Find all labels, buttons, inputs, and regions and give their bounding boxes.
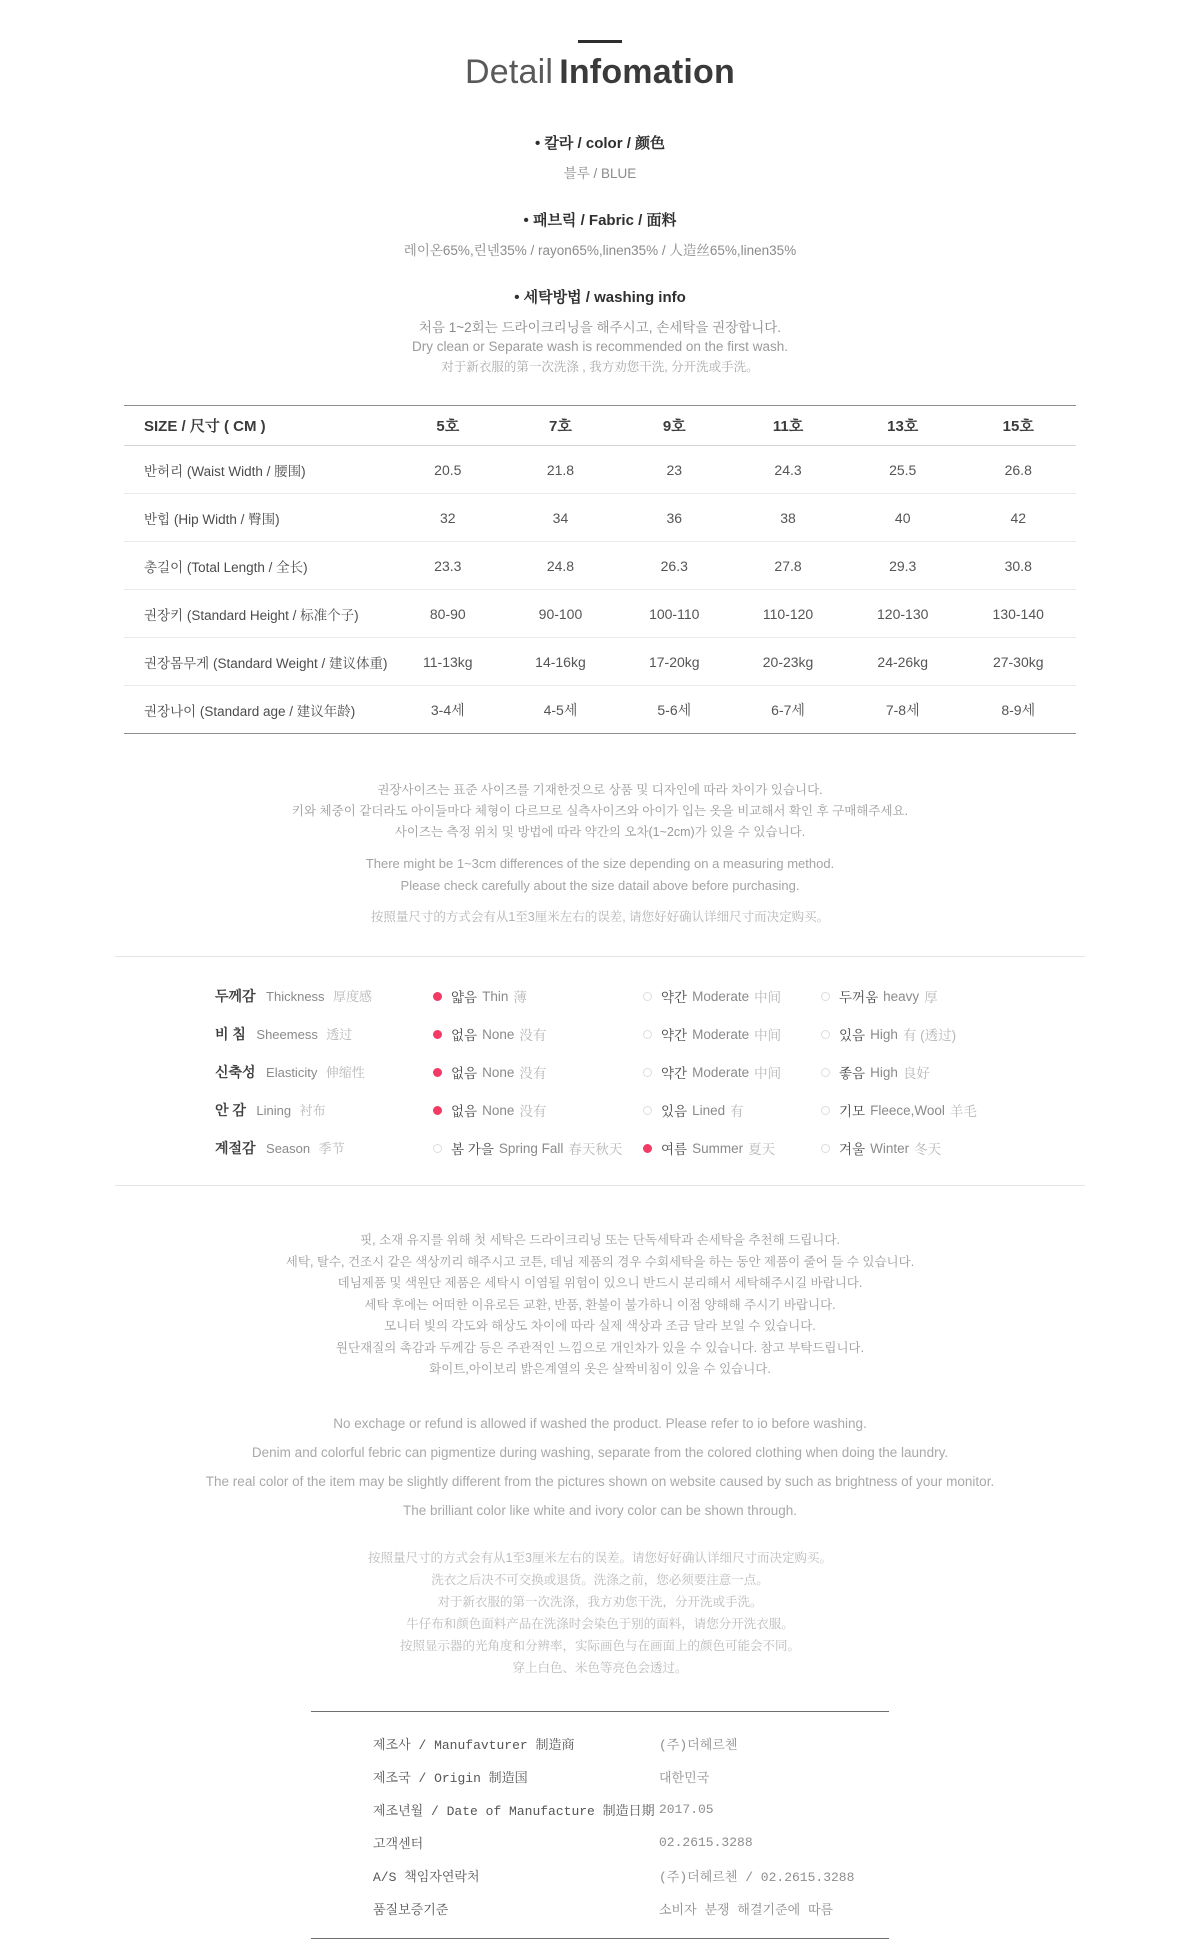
- size-col-header: 9호: [617, 406, 731, 446]
- care-note-line: The real color of the item may be slightly different from the pictures shown on website caused by such as brightness of your monitor.: [205, 1473, 995, 1489]
- cell: 120-130: [845, 590, 961, 638]
- attribute-label-ko: 신축성: [215, 1064, 256, 1080]
- attribute-option: [643, 1138, 821, 1158]
- attribute-label: [215, 1024, 433, 1044]
- cell: 21.8: [504, 446, 618, 494]
- option-text-en: Moderate: [692, 1064, 750, 1080]
- size-table-header-row: [124, 406, 1076, 446]
- cell: 6-7세: [771, 701, 805, 718]
- attribute-label-en: Lining: [256, 1103, 292, 1118]
- care-note-line: 핏, 소재 유지를 위해 첫 세탁은 드라이크리닝 또는 단독세탁과 손세탁을 추천해 드립니다.: [360, 1233, 840, 1247]
- size-note-line: 권장사이즈는 표준 사이즈를 기재한것으로 상품 및 디자인에 따라 차이가 있습니다.: [377, 783, 823, 797]
- attribute-option: [821, 1024, 1085, 1044]
- size-col-header: 11호: [731, 406, 845, 446]
- option-text-ko: 겨울: [839, 1142, 866, 1157]
- cell: 24-26kg: [845, 638, 961, 686]
- cell: 80-90: [392, 590, 504, 638]
- size-note-line: 按照量尺寸的方式会有从1至3厘米左右的误差, 请您好好确认详细尺寸而决定购买。: [370, 910, 830, 924]
- care-note-line: 按照显示器的光角度和分辨率，实际画色与在画面上的颜色可能会不同。: [399, 1638, 800, 1653]
- cell: 26.3: [617, 542, 731, 590]
- option-text-en: Moderate: [692, 1026, 750, 1042]
- color-heading: • 칼라 / color / 颜色: [534, 135, 666, 152]
- size-col-header: 5호: [392, 406, 504, 446]
- attribute-label-zh: 透过: [326, 1027, 353, 1042]
- attribute-label: [215, 1062, 433, 1082]
- cell: 7-8세: [885, 701, 920, 718]
- size-note-line: 키와 체중이 같더라도 아이들마다 체형이 다르므로 실측사이즈와 아이가 입는 옷을 비교해서 확인 후 구매해주세요.: [291, 804, 909, 818]
- attribute-label: [215, 986, 433, 1006]
- product-detail-page: [0, 40, 1200, 1948]
- option-text-zh: 中间: [754, 990, 782, 1005]
- radio-icon: [433, 1106, 442, 1115]
- option-text-ko: 있음: [839, 1028, 866, 1043]
- option-text-ko: 봄 가을: [451, 1142, 494, 1157]
- option-text-zh: 薄: [513, 990, 527, 1005]
- option-text-ko: 좋음: [839, 1066, 866, 1081]
- size-table-header-label: SIZE / 尺寸 ( CM ): [124, 406, 392, 446]
- option-text-en: Lined: [692, 1102, 726, 1118]
- fabric-heading: • 패브릭 / Fabric / 面料: [523, 212, 677, 229]
- cell: 23: [617, 446, 731, 494]
- customer-center-label: 고객센터: [373, 1836, 424, 1852]
- option-text-zh: 夏天: [748, 1142, 776, 1157]
- care-note-line: 对于新衣服的第一次洗涤，我方劝您干洗，分开洗或手洗。: [437, 1594, 763, 1609]
- option-text-ko: 두꺼움: [839, 990, 879, 1005]
- attribute-option: [433, 1100, 643, 1120]
- option-text-ko: 약간: [661, 1028, 688, 1043]
- radio-icon: [433, 1030, 442, 1039]
- attribute-row-elasticity: [115, 1053, 1085, 1091]
- radio-icon: [643, 1030, 652, 1039]
- radio-icon: [433, 1068, 442, 1077]
- care-notes-english: [0, 1409, 1200, 1525]
- option-text-zh: 春天秋天: [568, 1142, 623, 1157]
- attribute-option: [643, 1100, 821, 1120]
- option-text-en: Moderate: [692, 988, 750, 1004]
- cell: 29.3: [845, 542, 961, 590]
- title-divider: [578, 40, 622, 43]
- attribute-row-sheerness: [115, 1015, 1085, 1053]
- radio-icon: [821, 992, 830, 1001]
- care-note-line: The brilliant color like white and ivory color can be shown through.: [403, 1502, 797, 1518]
- cell: 30.8: [960, 542, 1076, 590]
- cell: 26.8: [960, 446, 1076, 494]
- option-text-ko: 약간: [661, 990, 688, 1005]
- option-text-ko: 있음: [661, 1104, 688, 1119]
- cell: 4-5세: [543, 701, 578, 718]
- option-text-en: Winter: [870, 1140, 910, 1156]
- option-text-zh: 中间: [754, 1066, 782, 1081]
- origin-value: 대한민국: [659, 1770, 710, 1786]
- option-text-zh: 厚: [924, 990, 938, 1005]
- attribute-option: [643, 1062, 821, 1082]
- attribute-label-en: Sheemess: [256, 1027, 318, 1042]
- cell: 5-6세: [657, 701, 692, 718]
- radio-icon: [643, 992, 652, 1001]
- attribute-label-ko: 안 감: [215, 1102, 246, 1118]
- attribute-label-zh: 衬布: [299, 1103, 326, 1118]
- radio-icon: [821, 1144, 830, 1153]
- cell: 110-120: [731, 590, 845, 638]
- attribute-option: [433, 1138, 643, 1158]
- option-text-en: Fleece,Wool: [870, 1102, 945, 1118]
- care-note-line: 원단재질의 촉감과 두께감 등은 주관적인 느낌으로 개인차가 있을 수 있습니다. 참고 부탁드립니다.: [335, 1340, 865, 1355]
- table-row-standard-height: [124, 590, 1076, 638]
- option-text-zh: 冬天: [914, 1142, 942, 1157]
- washing-heading: • 세탁방법 / washing info: [514, 289, 686, 306]
- care-note-line: 화이트,아이보리 밝은계열의 옷은 살짝비침이 있을 수 있습니다.: [429, 1362, 771, 1376]
- row-label: 반힙 (Hip Width / 臀围): [124, 494, 392, 542]
- manufacture-date-row: [311, 1793, 889, 1826]
- care-note-line: 세탁, 탈수, 건조시 같은 색상끼리 해주시고 코튼, 데님 제품의 경우 수회세탁을 하는 동안 제품이 줄어 들 수 있습니다.: [285, 1254, 915, 1269]
- care-note-line: 세탁 후에는 어떠한 이유로든 교환, 반품, 환불이 불가하니 이점 양해해 주시기 바랍니다.: [364, 1297, 836, 1312]
- attribute-option: [433, 1062, 643, 1082]
- color-value: 블루 / BLUE: [563, 166, 637, 181]
- option-text-ko: 얇음: [451, 990, 478, 1005]
- option-text-zh: 没有: [519, 1028, 547, 1043]
- size-note-line: 사이즈는 측정 위치 및 방법에 따라 약간의 오차(1~2cm)가 있을 수 있습니다.: [394, 825, 806, 839]
- customer-center-row: [311, 1826, 889, 1859]
- table-row-total-length: [124, 542, 1076, 590]
- cell: 34: [504, 494, 618, 542]
- attribute-option: [433, 986, 643, 1006]
- size-note-line: There might be 1~3cm differences of the size depending on a measuring method.: [365, 856, 835, 871]
- radio-icon: [821, 1068, 830, 1077]
- row-label: 권장나이 (Standard age / 建议年龄): [144, 703, 356, 719]
- attribute-label-zh: 伸缩性: [325, 1065, 365, 1080]
- option-text-en: heavy: [883, 988, 920, 1004]
- origin-label: 제조국 / Origin 制造国: [373, 1770, 528, 1786]
- care-notes-chinese: [0, 1547, 1200, 1679]
- attribute-label-en: Season: [266, 1141, 311, 1156]
- size-col-header: 13호: [845, 406, 961, 446]
- attribute-option: [821, 1100, 1085, 1120]
- care-note-line: 牛仔布和颜色面料产品在洗涤时会染色于别的面料，请您分开洗衣服。: [406, 1616, 794, 1631]
- care-notes-korean: [0, 1230, 1200, 1381]
- cell: 40: [845, 494, 961, 542]
- care-note-line: 穿上白色、米色等亮色会透过。: [512, 1660, 688, 1675]
- option-text-ko: 없음: [451, 1028, 478, 1043]
- manufacturer-row: [311, 1727, 889, 1760]
- cell: 100-110: [617, 590, 731, 638]
- warranty-label: 품질보증기준: [373, 1902, 449, 1918]
- cell: 20-23kg: [731, 638, 845, 686]
- fabric-value: 레이온65%,린넨35% / rayon65%,linen35% / 人造丝65%,linen35%: [403, 243, 797, 258]
- care-note-line: No exchage or refund is allowed if washed the product. Please refer to io before washing.: [333, 1415, 867, 1431]
- attribute-label-ko: 계절감: [215, 1140, 256, 1156]
- table-row-standard-age: [124, 686, 1076, 734]
- cell: 36: [617, 494, 731, 542]
- option-text-en: High: [870, 1026, 898, 1042]
- page-title: [0, 53, 1200, 92]
- attribute-row-season: [115, 1129, 1085, 1167]
- size-col-header: 7호: [504, 406, 618, 446]
- attribute-label-en: Thickness: [266, 989, 325, 1004]
- as-contact-value: (주)더헤르첸 / 02.2615.3288: [659, 1869, 855, 1885]
- option-text-en: None: [482, 1026, 515, 1042]
- row-label: 권장몸무게 (Standard Weight / 建议体重): [124, 638, 392, 686]
- attribute-row-lining: [115, 1091, 1085, 1129]
- radio-icon: [433, 992, 442, 1001]
- product-info-section: [0, 132, 1200, 375]
- attribute-label-zh: 厚度感: [333, 989, 373, 1004]
- attribute-label: [215, 1138, 433, 1158]
- cell: 24.3: [731, 446, 845, 494]
- customer-center-value: 02.2615.3288: [659, 1834, 753, 1850]
- attribute-row-thickness: [115, 977, 1085, 1015]
- attribute-label-ko: 두께감: [215, 988, 256, 1004]
- cell: 14-16kg: [504, 638, 618, 686]
- care-note-line: Denim and colorful febric can pigmentize during washing, separate from the colored clothing when doing the laundry.: [251, 1444, 949, 1460]
- size-notes: [0, 780, 1200, 928]
- manufacturer-table: [311, 1711, 889, 1939]
- cell: 42: [960, 494, 1076, 542]
- radio-icon: [433, 1144, 442, 1153]
- option-text-zh: 没有: [519, 1104, 547, 1119]
- size-note-line: Please check carefully about the size datail above before purchasing.: [400, 878, 800, 893]
- option-text-ko: 없음: [451, 1104, 478, 1119]
- cell: 24.8: [504, 542, 618, 590]
- cell: 3-4세: [430, 701, 465, 718]
- attribute-option: [433, 1024, 643, 1044]
- washing-note-en: Dry clean or Separate wash is recommended on the first wash.: [412, 339, 788, 354]
- cell: 130-140: [960, 590, 1076, 638]
- option-text-zh: 有 (透过): [902, 1028, 957, 1043]
- cell: 38: [731, 494, 845, 542]
- as-contact-label: A/S 책임자연락처: [373, 1869, 480, 1885]
- row-label: 총길이 (Total Length / 全长): [124, 542, 392, 590]
- manufacturer-label: 제조사 / Manufavturer 制造商: [373, 1737, 575, 1753]
- warranty-row: [311, 1892, 889, 1925]
- washing-note-ko: 처음 1~2회는 드라이크리닝을 해주시고, 손세탁을 권장합니다.: [418, 320, 782, 335]
- attribute-label: [215, 1100, 433, 1120]
- attribute-option: [821, 1138, 1085, 1158]
- page-title-light: Detail: [465, 53, 554, 91]
- cell: 8-9세: [1001, 701, 1036, 718]
- option-text-en: Summer: [692, 1140, 744, 1156]
- fabric-attributes: [115, 956, 1085, 1186]
- option-text-zh: 有: [730, 1104, 744, 1119]
- as-contact-row: [311, 1859, 889, 1892]
- table-row-waist: [124, 446, 1076, 494]
- care-note-line: 按照量尺寸的方式会有从1至3厘米左右的误差。请您好好确认详细尺寸而决定购买。: [368, 1550, 832, 1565]
- cell: 17-20kg: [617, 638, 731, 686]
- cell: 27.8: [731, 542, 845, 590]
- row-label: 반허리 (Waist Width / 腰围): [124, 446, 392, 494]
- option-text-en: None: [482, 1064, 515, 1080]
- radio-icon: [643, 1068, 652, 1077]
- cell: 90-100: [504, 590, 618, 638]
- cell: 20.5: [392, 446, 504, 494]
- option-text-zh: 羊毛: [949, 1104, 977, 1119]
- radio-icon: [821, 1030, 830, 1039]
- option-text-zh: 没有: [519, 1066, 547, 1081]
- manufacture-date-label: 제조년월 / Date of Manufacture 制造日期: [373, 1803, 655, 1819]
- attribute-option: [643, 1024, 821, 1044]
- row-label: 권장키 (Standard Height / 标准个子): [124, 590, 392, 638]
- attribute-label-zh: 季节: [318, 1141, 345, 1156]
- option-text-en: High: [870, 1064, 898, 1080]
- option-text-ko: 약간: [661, 1066, 688, 1081]
- attribute-option: [643, 986, 821, 1006]
- manufacture-date-value: 2017.05: [659, 1801, 714, 1817]
- page-title-bold: Infomation: [559, 53, 735, 91]
- table-row-hip: [124, 494, 1076, 542]
- cell: 25.5: [845, 446, 961, 494]
- origin-row: [311, 1760, 889, 1793]
- care-note-line: 모니터 빛의 각도와 해상도 차이에 따라 실제 색상과 조금 달라 보일 수 있습니다.: [384, 1319, 816, 1333]
- care-note-line: 洗衣之后决不可交换或退货。洗涤之前，您必须要注意一点。: [431, 1572, 769, 1587]
- attribute-option: [821, 986, 1085, 1006]
- option-text-zh: 中间: [754, 1028, 782, 1043]
- cell: 11-13kg: [392, 638, 504, 686]
- attribute-label-ko: 비 침: [215, 1026, 246, 1042]
- radio-icon: [821, 1106, 830, 1115]
- option-text-ko: 기모: [839, 1104, 866, 1119]
- option-text-en: Thin: [482, 988, 509, 1004]
- radio-icon: [643, 1106, 652, 1115]
- manufacturer-value: (주)더헤르첸: [659, 1737, 738, 1753]
- size-col-header: 15호: [960, 406, 1076, 446]
- option-text-en: Spring Fall: [498, 1140, 564, 1156]
- warranty-value: 소비자 분쟁 해결기준에 따름: [659, 1902, 834, 1918]
- cell: 27-30kg: [960, 638, 1076, 686]
- cell: 23.3: [392, 542, 504, 590]
- attribute-label-en: Elasticity: [266, 1065, 318, 1080]
- washing-note-zh: 对于新衣服的第一次洗涤 , 我方劝您干洗, 分开洗或手洗。: [441, 360, 759, 374]
- option-text-ko: 여름: [661, 1142, 688, 1157]
- option-text-ko: 없음: [451, 1066, 478, 1081]
- cell: 32: [392, 494, 504, 542]
- care-note-line: 데님제품 및 색원단 제품은 세탁시 이염될 위험이 있으니 반드시 분리해서 세탁해주시길 바랍니다.: [337, 1276, 863, 1290]
- size-table: [124, 405, 1076, 734]
- option-text-en: None: [482, 1102, 515, 1118]
- radio-icon: [643, 1144, 652, 1153]
- table-row-standard-weight: [124, 638, 1076, 686]
- option-text-zh: 良好: [902, 1066, 930, 1081]
- attribute-option: [821, 1062, 1085, 1082]
